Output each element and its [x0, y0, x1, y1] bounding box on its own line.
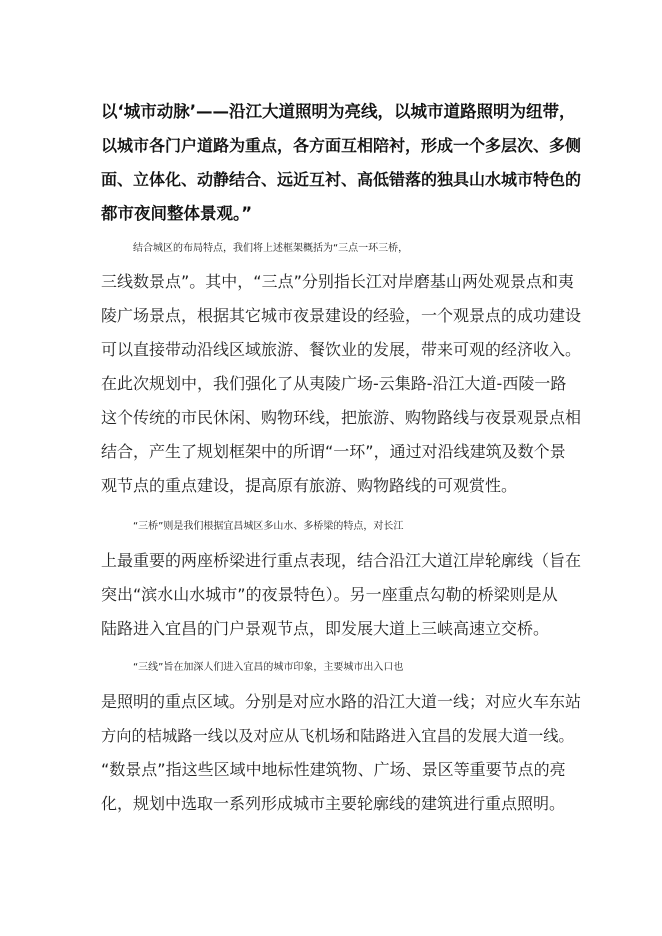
paragraph-1-line-7: 结合，产生了规划框架中的所谓“一环”，通过对沿线建筑及数个景 [101, 442, 566, 461]
paragraph-3-line-4: “数景点”指这些区域中地标性建筑物、广场、景区等重要节点的亮 [101, 760, 566, 779]
paragraph-3-line-1: “三线”旨在加深人们进入宜昌的城市印象，主要城市出入口也 [133, 662, 404, 673]
bold-line-2: 以城市各门户道路为重点，各方面互相陪衬，形成一个多层次、多侧 [101, 136, 582, 155]
paragraph-2-line-2: 上最重要的两座桥梁进行重点表现，结合沿江大道江岸轮廓线（旨在 [101, 551, 582, 570]
bold-line-1: 以‘城市动脉’——沿江大道照明为亮线，以城市道路照明为纽带， [101, 102, 576, 121]
paragraph-3-line-5: 化，规划中选取一系列形成城市主要轮廓线的建筑进行重点照明。 [101, 794, 566, 813]
paragraph-2-line-3: 突出“滨水山水城市”的夜景特色）。另一座重点勾勒的桥梁则是从 [101, 585, 558, 604]
bold-line-4: 都市夜间整体景观。” [101, 204, 253, 223]
paragraph-1-line-8: 观节点的重点建设，提高原有旅游、购物路线的可观赏性。 [101, 476, 518, 495]
paragraph-3-line-2: 是照明的重点区域。分别是对应水路的沿江大道一线；对应火车东站 [101, 692, 582, 711]
paragraph-1-line-1: 结合城区的布局特点，我们将上述框架概括为“三点一环三桥， [133, 243, 409, 254]
paragraph-2-line-4: 陆路进入宜昌的门户景观节点，即发展大道上三峡高速立交桥。 [101, 619, 550, 638]
paragraph-1-line-6: 这个传统的市民休闲、购物环线，把旅游、购物路线与夜景观景点相 [101, 408, 582, 427]
paragraph-1-line-2: 三线数景点”。其中，“三点”分别指长江对岸磨基山两处观景点和夷 [101, 272, 574, 291]
paragraph-3-line-3: 方向的桔城路一线以及对应从飞机场和陆路进入宜昌的发展大道一线。 [101, 727, 574, 745]
paragraph-1-line-3: 陵广场景点，根据其它城市夜景建设的经验，一个观景点的成功建设 [101, 306, 582, 325]
bold-line-3: 面、立体化、动静结合、远近互衬、高低错落的独具山水城市特色的 [101, 170, 582, 189]
paragraph-1-line-5: 在此次规划中，我们强化了从夷陵广场-云集路-沿江大道-西陵一路 [101, 374, 567, 393]
paragraph-1-line-4: 可以直接带动沿线区域旅游、餐饮业的发展，带来可观的经济收入。 [101, 340, 582, 359]
paragraph-2-line-1: “三桥”则是我们根据宜昌城区多山水、多桥梁的特点，对长江 [133, 521, 404, 532]
